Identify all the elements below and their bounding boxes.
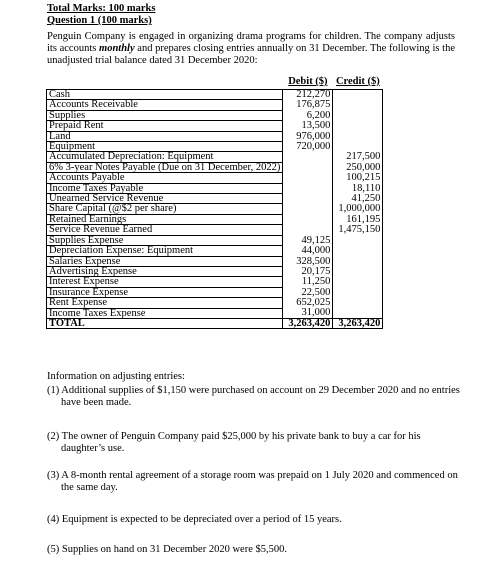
- account-cell: Cash: [47, 90, 283, 100]
- account-cell: Prepaid Rent: [47, 121, 283, 131]
- account-cell: Salaries Expense: [47, 256, 283, 266]
- credit-cell: 1,000,000: [333, 204, 383, 214]
- table-row: [47, 142, 383, 152]
- credit-cell: 161,195: [333, 214, 383, 224]
- credit-cell: [333, 266, 383, 276]
- trial-balance-body: [47, 90, 383, 329]
- debit-cell: 44,000: [283, 246, 333, 256]
- intro-paragraph: [47, 31, 455, 67]
- table-row: [47, 277, 383, 287]
- table-row: [47, 225, 383, 235]
- account-cell: Retained Earnings: [47, 214, 283, 224]
- table-row: [47, 183, 383, 193]
- debit-cell: 328,500: [283, 256, 333, 266]
- account-cell: Income Taxes Payable: [47, 183, 283, 193]
- table-row: [47, 266, 383, 276]
- debit-cell: 31,000: [283, 308, 333, 318]
- credit-cell: [333, 256, 383, 266]
- credit-cell: [333, 308, 383, 318]
- table-row: [47, 100, 383, 110]
- total-label-cell: TOTAL: [47, 318, 283, 328]
- debit-cell: 976,000: [283, 131, 333, 141]
- table-row: [47, 235, 383, 245]
- debit-cell: [283, 152, 333, 162]
- adjustment-text: (5) Supplies on hand on 31 December 2020 were $5,500.: [47, 544, 287, 555]
- intro-text-1: Penguin Company is engaged in organizing drama programs for children. The company adjusts its accounts: [47, 31, 455, 54]
- account-cell: Supplies: [47, 110, 283, 120]
- table-row: [47, 110, 383, 120]
- adjustment-text: (3) A 8-month rental agreement of a storage room was prepaid on 1 July 2020 and commenced on the same day.: [47, 470, 458, 493]
- table-row: [47, 256, 383, 266]
- account-cell: Accounts Receivable: [47, 100, 283, 110]
- total-credit-cell: 3,263,420: [333, 318, 383, 328]
- table-row: [47, 131, 383, 141]
- credit-cell: [333, 287, 383, 297]
- account-cell: Rent Expense: [47, 298, 283, 308]
- trial-balance-table: [46, 75, 383, 329]
- debit-cell: 13,500: [283, 121, 333, 131]
- table-row: [47, 194, 383, 204]
- debit-cell: [283, 162, 333, 172]
- total-row: [47, 318, 383, 328]
- debit-cell: 49,125: [283, 235, 333, 245]
- credit-cell: [333, 121, 383, 131]
- debit-cell: 22,500: [283, 287, 333, 297]
- total-debit-cell: 3,263,420: [283, 318, 333, 328]
- adjustment-4: [47, 514, 467, 526]
- table-row: [47, 162, 383, 172]
- account-cell: Advertising Expense: [47, 266, 283, 276]
- account-cell: Equipment: [47, 142, 283, 152]
- debit-cell: [283, 214, 333, 224]
- adjustment-3: [47, 470, 467, 494]
- credit-cell: [333, 235, 383, 245]
- credit-cell: 18,110: [333, 183, 383, 193]
- info-heading: Information on adjusting entries:: [47, 371, 185, 382]
- credit-cell: 250,000: [333, 162, 383, 172]
- credit-cell: [333, 142, 383, 152]
- debit-cell: 720,000: [283, 142, 333, 152]
- credit-cell: 100,215: [333, 173, 383, 183]
- account-cell: Depreciation Expense: Equipment: [47, 246, 283, 256]
- account-cell: Unearned Service Revenue: [47, 194, 283, 204]
- account-cell: Income Taxes Expense: [47, 308, 283, 318]
- debit-cell: 176,875: [283, 100, 333, 110]
- credit-cell: [333, 100, 383, 110]
- table-row: [47, 173, 383, 183]
- debit-cell: 212,270: [283, 90, 333, 100]
- adjustment-text: (4) Equipment is expected to be depreciated over a period of 15 years.: [47, 514, 342, 525]
- account-cell: Share Capital (@$2 per share): [47, 204, 283, 214]
- table-row: [47, 287, 383, 297]
- debit-cell: 11,250: [283, 277, 333, 287]
- table-row: [47, 121, 383, 131]
- credit-header: Credit ($): [335, 76, 380, 87]
- adjustment-text: (1) Additional supplies of $1,150 were purchased on account on 29 December 2020 and no entries have been made.: [47, 385, 460, 408]
- account-cell: Accumulated Depreciation: Equipment: [47, 152, 283, 162]
- debit-cell: [283, 173, 333, 183]
- adjustment-5: [47, 544, 467, 556]
- table-header-row: [47, 75, 383, 90]
- debit-cell: 6,200: [283, 110, 333, 120]
- credit-cell: [333, 277, 383, 287]
- intro-emphasis: monthly: [99, 43, 135, 54]
- credit-cell: [333, 110, 383, 120]
- table-row: [47, 308, 383, 318]
- table-row: [47, 90, 383, 100]
- credit-cell: [333, 131, 383, 141]
- credit-cell: 217,500: [333, 152, 383, 162]
- debit-cell: [283, 194, 333, 204]
- credit-cell: 41,250: [333, 194, 383, 204]
- debit-cell: 652,025: [283, 298, 333, 308]
- intro-text-2: and prepares closing entries annually on 31 December. The following is the unadjusted trial balance dated 31 December 2020:: [47, 43, 455, 66]
- table-row: [47, 246, 383, 256]
- table-row: [47, 214, 383, 224]
- account-cell: Interest Expense: [47, 277, 283, 287]
- debit-cell: [283, 183, 333, 193]
- credit-cell: [333, 246, 383, 256]
- account-cell: Accounts Payable: [47, 173, 283, 183]
- table-row: [47, 152, 383, 162]
- debit-cell: [283, 204, 333, 214]
- adjustment-text: (2) The owner of Penguin Company paid $25,000 by his private bank to buy a car for his daughter’s use.: [47, 431, 421, 454]
- debit-cell: 20,175: [283, 266, 333, 276]
- credit-cell: [333, 90, 383, 100]
- debit-cell: [283, 225, 333, 235]
- table-row: [47, 204, 383, 214]
- account-cell: Service Revenue Earned: [47, 225, 283, 235]
- account-cell: Land: [47, 131, 283, 141]
- account-header: [47, 75, 283, 90]
- account-cell: 6% 3-year Notes Payable (Due on 31 December, 2022): [47, 162, 283, 172]
- credit-cell: 1,475,150: [333, 225, 383, 235]
- account-cell: Supplies Expense: [47, 235, 283, 245]
- table-row: [47, 298, 383, 308]
- question-heading: Question 1 (100 marks): [47, 15, 152, 26]
- total-marks-heading: Total Marks: 100 marks: [47, 3, 156, 14]
- credit-cell: [333, 298, 383, 308]
- debit-header: Debit ($): [288, 76, 328, 87]
- adjustment-1: [47, 385, 467, 409]
- account-cell: Insurance Expense: [47, 287, 283, 297]
- adjustment-2: [47, 431, 467, 455]
